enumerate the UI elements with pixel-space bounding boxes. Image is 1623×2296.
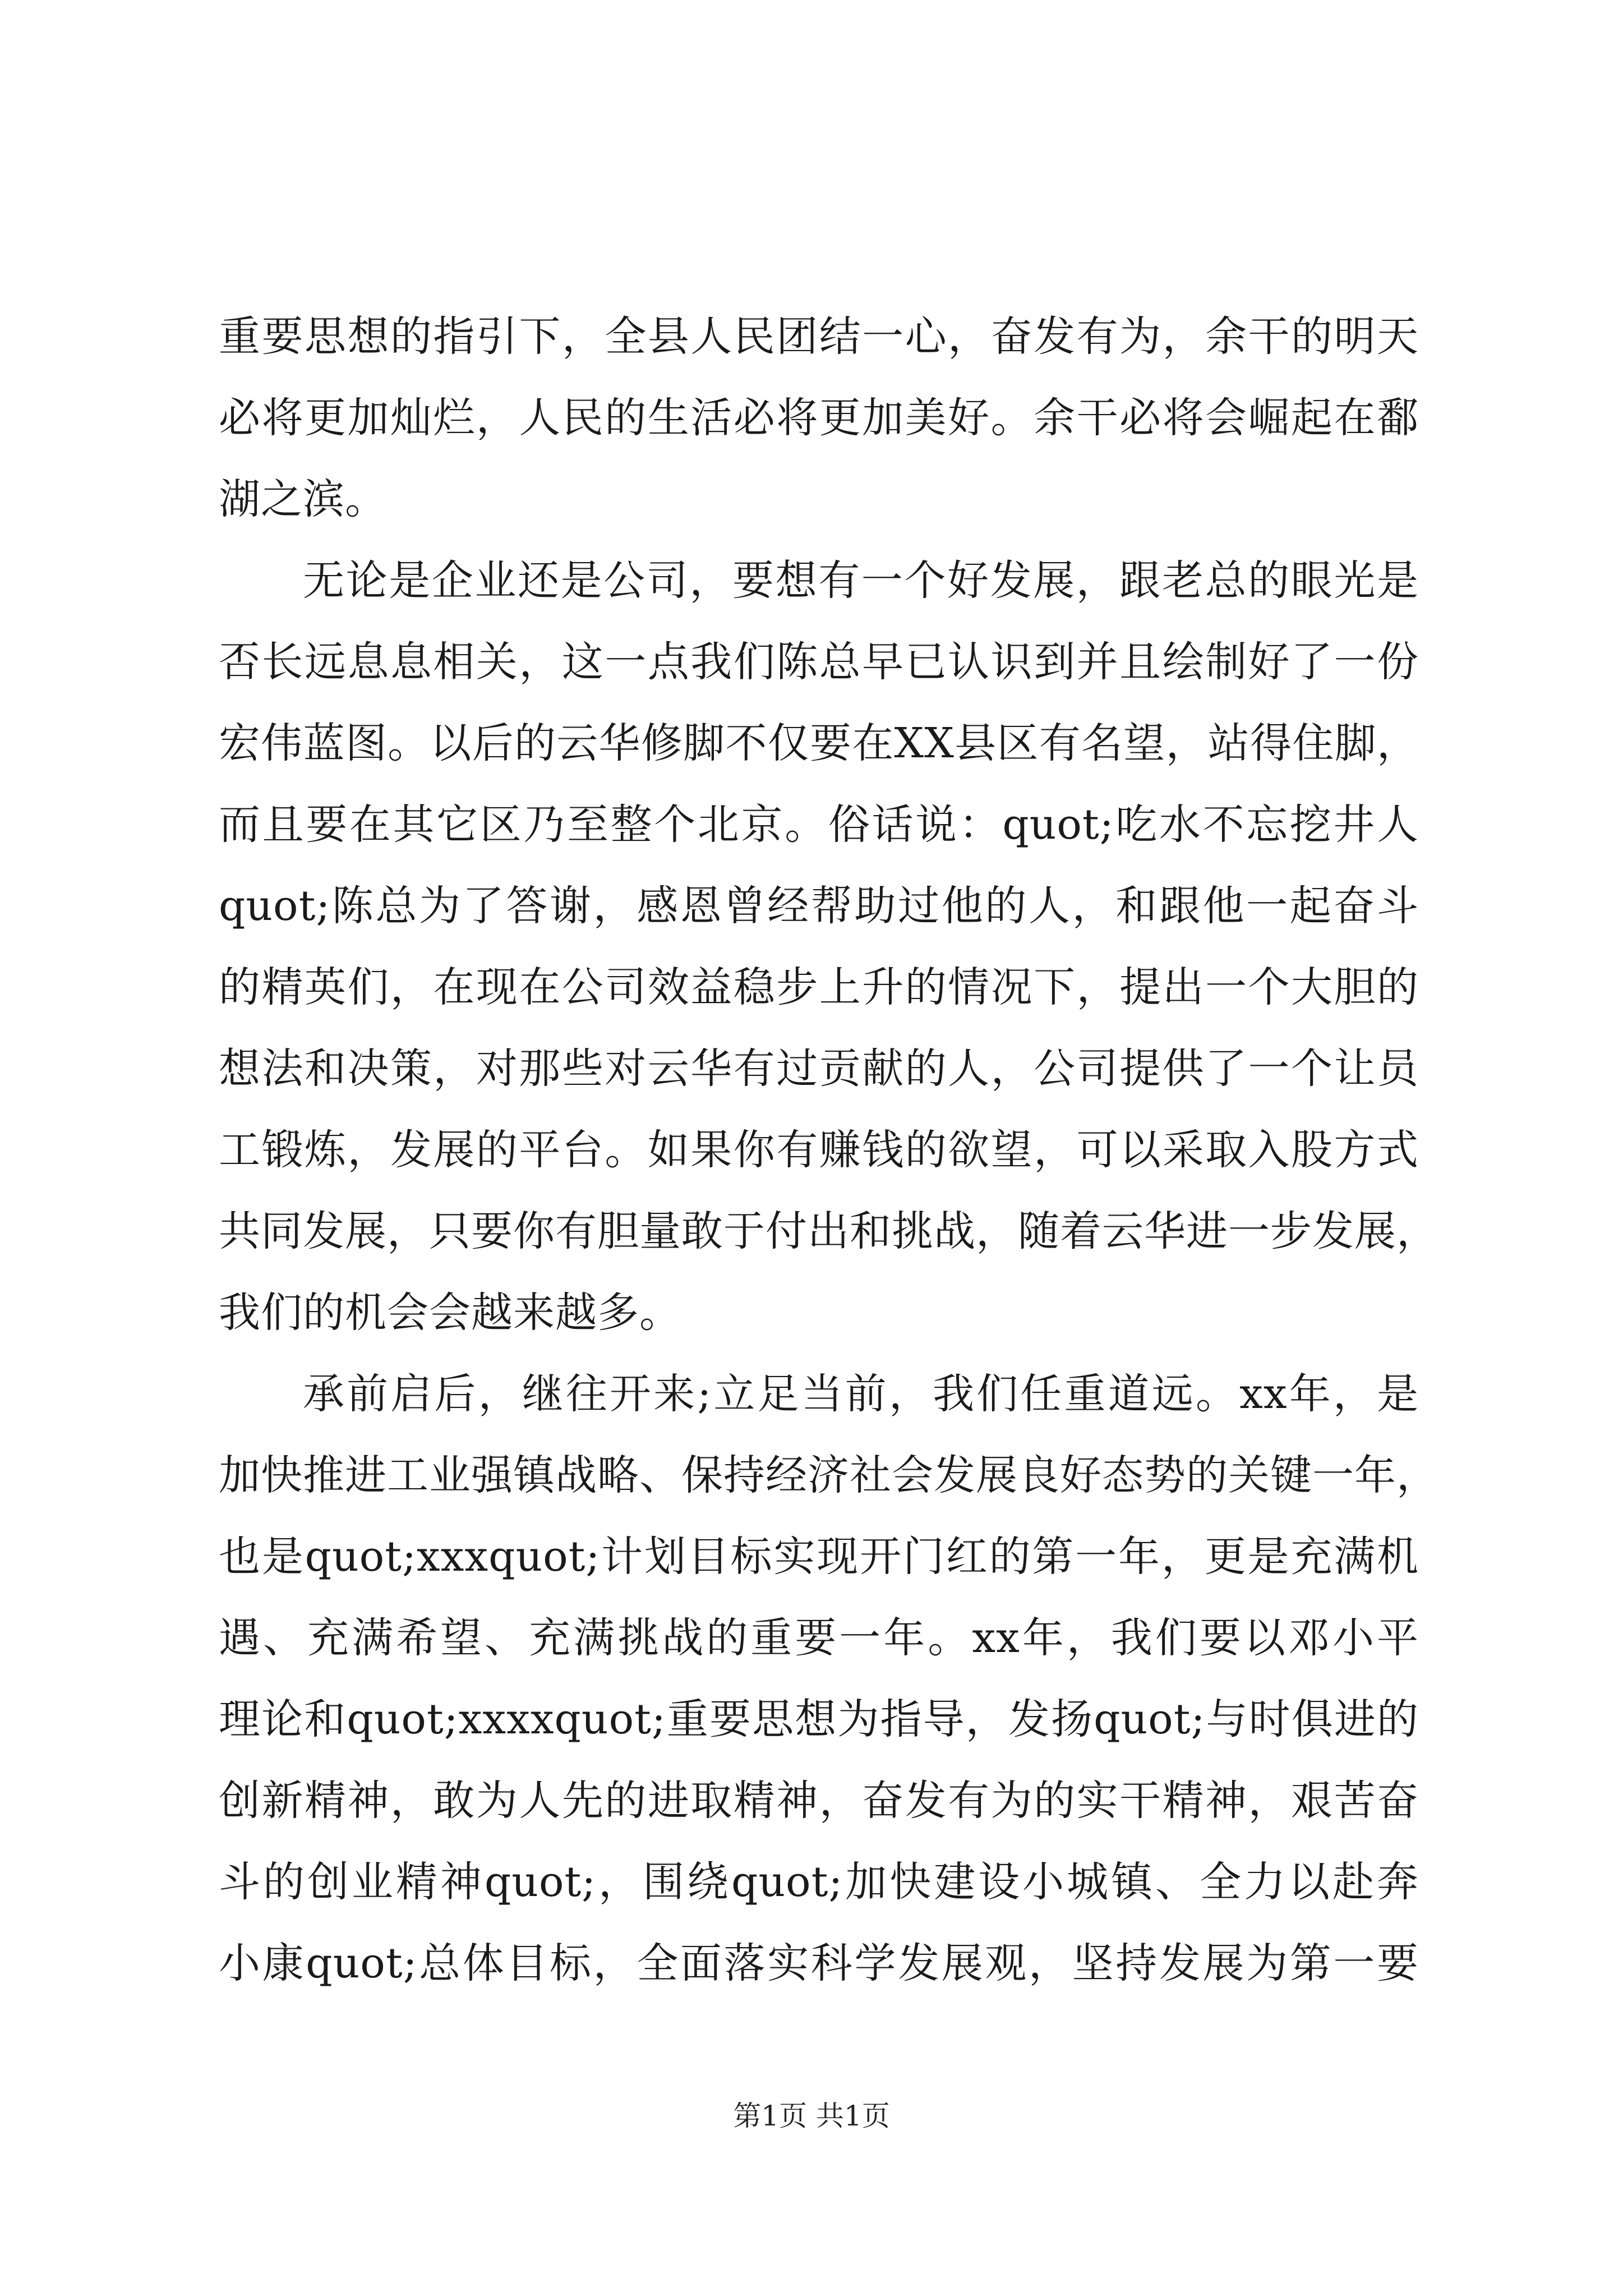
paragraph-1-line-2: 必将更加灿烂，人民的生活必将更加美好。余干必将会崛起在鄱 — [219, 394, 1419, 442]
paragraph-3-line-2: 加快推进工业强镇战略、保持经济社会发展良好态势的关键一年， — [219, 1451, 1438, 1499]
paragraph-2-line-5: quot;陈总为了答谢，感恩曾经帮助过他的人，和跟他一起奋斗 — [219, 882, 1419, 930]
paragraph-2-line-10: 我们的机会会越来越多。 — [219, 1289, 681, 1337]
paragraph-3-line-7: 斗的创业精神quot;，围绕quot;加快建设小城镇、全力以赴奔 — [219, 1858, 1419, 1906]
paragraph-2-line-7: 想法和决策，对那些对云华有过贡献的人，公司提供了一个让员 — [219, 1045, 1419, 1093]
paragraph-2-line-6: 的精英们，在现在公司效益稳步上升的情况下，提出一个大胆的 — [219, 963, 1419, 1011]
paragraph-2-line-3: 宏伟蓝图。以后的云华修脚不仅要在XX县区有名望，站得住脚， — [219, 719, 1419, 767]
paragraph-3-line-1: 承前启后，继往开来;立足当前，我们任重道远。xx年，是 — [303, 1370, 1419, 1418]
paragraph-2-line-1: 无论是企业还是公司，要想有一个好发展，跟老总的眼光是 — [303, 556, 1419, 605]
paragraph-3-line-5: 理论和quot;xxxxquot;重要思想为指导，发扬quot;与时俱进的 — [219, 1695, 1419, 1743]
paragraph-3-line-4: 遇、充满希望、充满挑战的重要一年。xx年，我们要以邓小平 — [219, 1614, 1419, 1662]
paragraph-2-line-8: 工锻炼，发展的平台。如果你有赚钱的欲望，可以采取入股方式 — [219, 1126, 1419, 1174]
paragraph-1-line-3: 湖之滨。 — [219, 475, 387, 523]
paragraph-3-line-6: 创新精神，敢为人先的进取精神，奋发有为的实干精神，艰苦奋 — [219, 1777, 1419, 1825]
paragraph-2-line-2: 否长远息息相关，这一点我们陈总早已认识到并且绘制好了一份 — [219, 638, 1419, 686]
paragraph-2-line-4: 而且要在其它区乃至整个北京。俗话说：quot;吃水不忘挖井人 — [219, 800, 1419, 849]
paragraph-2-line-9: 共同发展，只要你有胆量敢于付出和挑战，随着云华进一步发展， — [219, 1207, 1438, 1255]
paragraph-3-line-3: 也是quot;xxxquot;计划目标实现开门红的第一年，更是充满机 — [219, 1533, 1419, 1581]
paragraph-1-line-1: 重要思想的指引下，全县人民团结一心，奋发有为，余干的明天 — [219, 312, 1419, 361]
page-footer: 第1页 共1页 — [733, 2100, 890, 2132]
paragraph-3-line-8: 小康quot;总体目标，全面落实科学发展观，坚持发展为第一要 — [219, 1939, 1419, 1987]
